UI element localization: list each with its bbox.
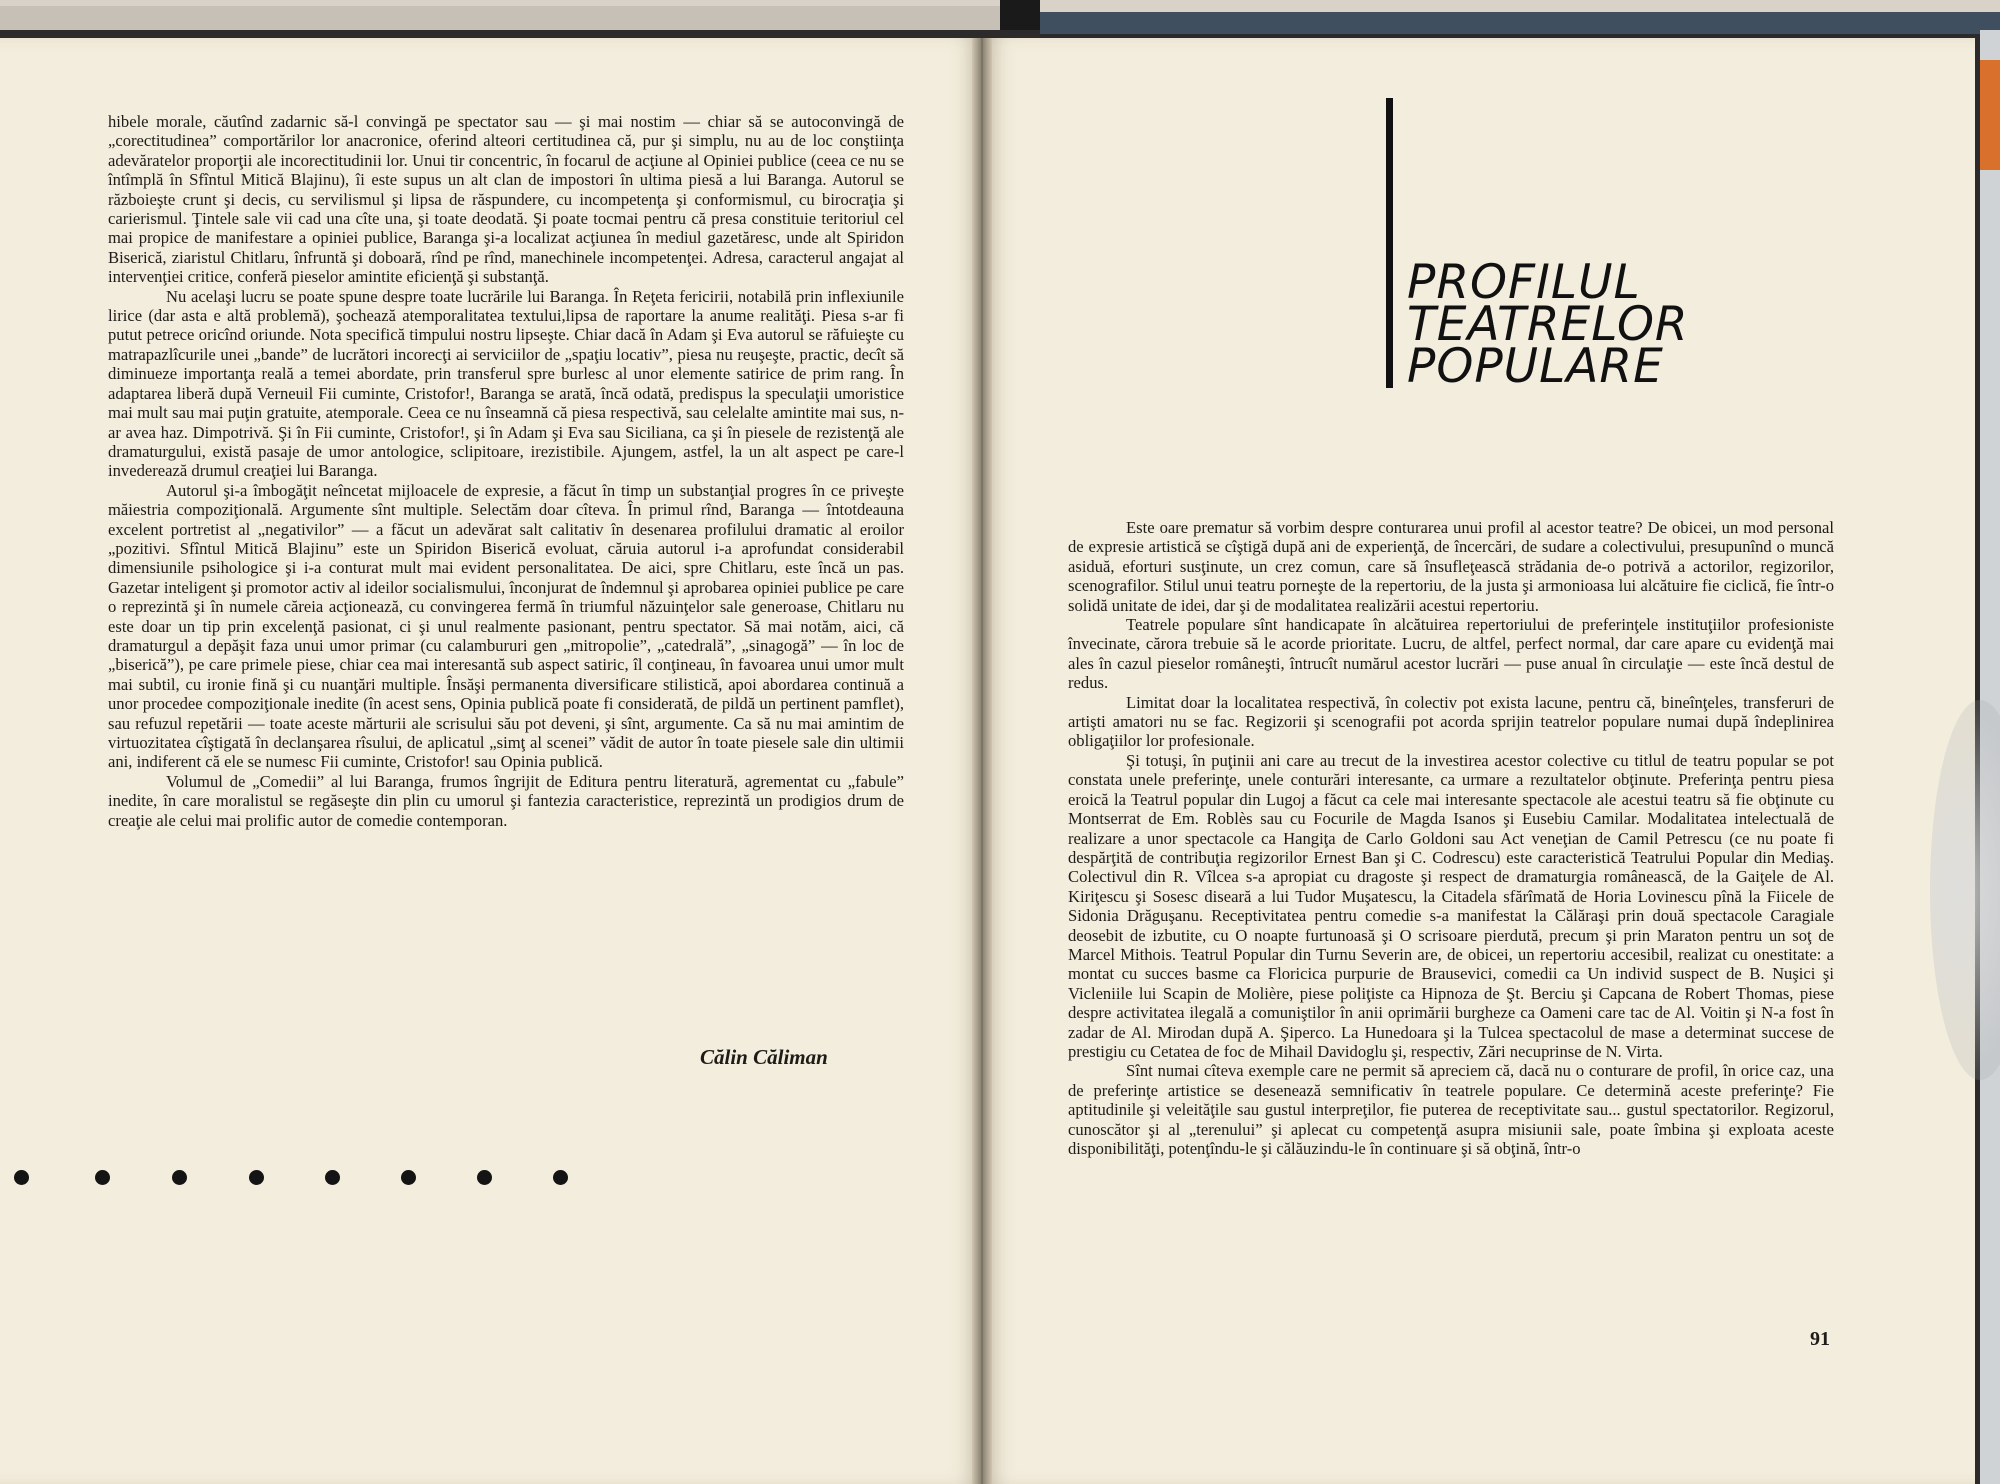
divider-dot [249,1170,264,1185]
heading-line: TEATRELOR [1407,297,1689,352]
book-gutter [972,38,992,1484]
left-text-column [108,112,904,830]
divider-dot [14,1170,29,1185]
heading-line: POPULARE [1407,339,1664,394]
cover-tape [0,6,1000,30]
section-divider-dots [14,1170,574,1190]
paragraph: Este oare prematur să vorbim despre conturarea unui profil al acestor teatre? De obicei, un mod personal de expresie artistică se cîştigă după ani de experienţă, de încercări, de sudare a colectivului, presupunînd o muncă asiduă, eforturi susţinute, un crez comun, care să însufleţească strădania de-o potrivă a actorilor, regizorilor, scenografilor. Stilul unui teatru porneşte de la repertoriu, de la justa şi armonioasa lui alcătuire fie ciclică, fie într-o solidă unitate de idei, dar şi de modalitatea realizării acestui repertoriu. [1068,518,1834,615]
divider-dot [401,1170,416,1185]
cover-cloth [1040,12,2000,34]
divider-dot [172,1170,187,1185]
paragraph: hibele morale, căutînd zadarnic să-l convingă pe spectator sau — şi mai nostim — chiar să se autoconvingă de „corectitudinea” comportărilor lor anacronice, oferind alteori certitudinea că, pur şi simplu, nu au de loc conştiinţa adevăratelor proporţii ale incorectitudinii lor. Unui tir concentric, în focarul de acţiune al Opiniei publice (ceea ce nu se întîmplă în Sfîntul Mitică Blajinu), îi este supus un alt clan de impostori în ultima piesă a lui Baranga. Autorul se războieşte crunt şi decis, cu servilismul şi lipsa de răspundere, cu incompetenţa şi conformismul, cu birocraţia şi carierismul. Ţintele sale vii cad una cîte una, şi toate deodată. Şi poate tocmai pentru că presa constituie teritoriul cel mai propice de manifestare a opiniei publice, Baranga şi-a localizat acţiunea în mediul gazetăresc, unde alt Spiridon Biserică, ziaristul Chitlaru, înfruntă şi doboară, rînd pe rînd, manechinele incompetenţei. Adresa, caracterul angajat al intervenţiei critice, conferă pieselor amintite eficienţă şi substanţă. [108,112,904,287]
paragraph: Limitat doar la localitatea respectivă, în colectiv pot exista lacune, pentru că, bineînţeles, transferuri de artişti amatori nu se fac. Regizorii şi scenografii pot acorda sprijin teatrelor populare numai după îndeplinirea obligaţiilor lor profesionale. [1068,692,1834,751]
article-author: Călin Căliman [700,1045,828,1069]
book-cover-edge [0,0,2000,30]
paragraph: Nu acelaşi lucru se poate spune despre toate lucrările lui Baranga. În Reţeta fericirii, notabilă prin inflexiunile lirice (dar asta e altă problemă), şochează atemporalitatea textului,lipsa de raportare la anume realităţi. Piesa s-ar fi putut petrece oricînd oriunde. Nota specifică timpului nostru lipseşte. Chiar dacă în Adam şi Eva autorul se răfuieşte cu matrapazlîcurile unei „bande” de lucrători incorecţi ai serviciilor de „spaţiu locativ”, piesa nu reuşeşte, practic, decît să diminueze importanţa reală a temei abordate, prin transferul spre burlesc al unor elemente satirice de prim rang. În adaptarea liberă după Verneuil Fii cuminte, Cristofor!, Baranga se arată, încă odată, predispus la speculaţii umoristice mai mult sau mai puţin gratuite, atemporale. Ceea ce nu înseamnă că piesa respectivă, sau celelalte amintite mai sus, n-ar avea haz. Dimpotrivă. Şi în Fii cuminte, Cristofor!, şi în Adam şi Eva sau Siciliana, ca şi în piesele de rezistenţă ale dramaturgului, există pasaje de umor antologice, sclipitoare, irezistibile. Ajungem, astfel, la un alt aspect pe care-l invederează drumul creaţiei lui Baranga. [108,286,904,481]
heading-rule [1386,98,1393,388]
paragraph: Sînt numai cîteva exemple care ne permit să apreciem că, dacă nu o conturare de profil, în orice caz, una de preferinţe artistice se desenează semnificativ în teatrele populare. Ce determină aceste preferinţe? Fie aptitudinile şi veleităţile sau gustul interpreţilor, fie puterea de receptivitate sau... gustul spectatorilor. Regizorul, cunoscător şi al „terenului” şi aplecat cu competenţă asupra misiunii sale, poate îmbina şi exploata aceste disponibilităţi, potenţîndu-le şi călăuzindu-le în continuare şi să obţină, într-o [1068,1061,1834,1158]
heading-line: PROFILUL [1407,255,1641,310]
bookmark-tab [1980,60,2000,170]
paragraph: Şi totuşi, în puţinii ani care au trecut de la investirea acestor colective cu titlul de teatru popular se pot constata unele preferinţe, unele conturări interesante, ca urmare a rezultatelor obţinute. Preferinţa pentru piesa eroică la Teatrul popular din Lugoj a făcut ca cele mai interesante spectacole ale acestui teatru să fie obţinute cu Montserrat de Em. Roblès sau cu Focurile de Magda Isanos şi Eusebiu Camilar. Modalitatea intelectuală de realizare a unor spectacole ca Hangiţa de Carlo Goldoni sau Act veneţian de Camil Petrescu (ce nu poate fi despărţită de contribuţia regizorilor Ernest Ban şi C. Codrescu) este caracteristică Teatrului Popular din Mediaş. Colectivul din R. Vîlcea s-a apropiat cu dragoste şi respect de dramaturgia românească, de la Gaiţele de Al. Kiriţescu şi Sosesc diseară a lui Tudor Muşatescu, la Citadela sfărîmată de Horia Lovinescu pînă la Fiicele de Sidonia Drăguşanu. Receptivitatea pentru comedie s-a manifestat la Călăraşi prin două spectacole Caragiale deosebit de izbutite, cu O noapte furtunoasă şi O scrisoare pierdută, precum şi prin Maraton pentru un soţ de Marcel Mithois. Teatrul Popular din Turnu Severin are, de obicei, un repertoriu accesibil, realizat cu onestitate: a montat cu succes basme ca Floricica purpurie de Brausevici, comedii ca Un individ suspect de B. Nuşici şi Vicleniile lui Scapin de Molière, piese poliţiste ca Hipnoza de Şt. Berciu şi Capcana de Robert Thomas, piese despre activitatea ilegală a comuniştilor în anii oprimării burgheze ca Oameni care tac de Al. Voitin şi N-a fost în zadar de Al. Mirodan după A. Şiperco. La Hunedoara şi la Tulcea spectacolul de mase a determinat succese de prestigiu cu Cetatea de foc de Mihail Davidoglu şi, respectiv, Zări necuprinse de N. Virta. [1068,750,1834,1061]
right-text-column [1068,518,1834,1158]
divider-dot [95,1170,110,1185]
paragraph: Autorul şi-a îmbogăţit neîncetat mijloacele de expresie, a făcut în timp un substanţial progres în ce priveşte măiestria compoziţională. Argumente sînt multiple. Selectăm doar cîteva. În primul rînd, Baranga — întotdeauna excelent portretist al „negativilor” — a făcut un adevărat salt calitativ în desenarea profilului dramatic al eroilor „pozitivi. Sfîntul Mitică Blajinu” este un Spiridon Biserică evoluat, căruia autorul i-a aprofundat considerabil dimensiunile psihologice şi i-a conturat mult mai evident personalitatea. De aici, spre Chitlaru, este încă un pas. Gazetar inteligent şi promotor activ al ideilor socialismului, înconjurat de îndemnul şi aprobarea opiniei publice pe care o reprezintă şi în numele căreia acţionează, cu convingerea fermă în triumful năzuinţelor sale generoase, Chitlaru nu este doar un tip prin excelenţă pasionat, ci şi unul realmente pasionant, pentru spectator. Să mai notăm, aici, că dramaturgul a depăşit faza unui umor primar (cu calambururi gen „mitropolie”, „catedrală”, „sinagogă” — în loc de „biserică”), pe care primele piese, chiar cea mai interesantă sub aspect satiric, îl conţineau, în favoarea unui umor mult mai subtil, cu ironie fină şi cu nuanţări multiple. Însăşi permanenta diversificare stilistică, apoi abordarea continuă a unor procedee compoziţionale inedite (în acest sens, Opinia publică poate fi considerată, de pildă un pertinent pamflet), sau refuzul repetării — toate aceste mărturii ale scrisului său pot deveni, şi sînt, argumente. Ca să nu mai amintim de virtuozitatea cîştigată în declanşarea rîsului, de aplicatul „simţ al scenei” vădit de autor în toate piesele sale din ultimii ani, indiferent că ele se numesc Fii cuminte, Cristofor! sau Opinia publică. [108,480,904,772]
divider-dot [325,1170,340,1185]
divider-dot [553,1170,568,1185]
book-spine [1000,0,1040,30]
article-heading [1407,255,1689,394]
paragraph: Teatrele populare sînt handicapate în alcătuirea repertoriului de preferinţele instituţiilor profesioniste învecinate, cărora trebuie să le acorde prioritate. Lucru, de altfel, perfect normal, dar care apare cu evidenţă mai ales în cazul pieselor româneşti, întrucît numărul acestor lucrări — puse anual în circulaţie — este încă destul de redus. [1068,615,1834,693]
page-number: 91 [1810,1328,1830,1350]
divider-dot [477,1170,492,1185]
paragraph: Volumul de „Comedii” al lui Baranga, frumos îngrijit de Editura pentru literatură, agrementat cu „fabule” inedite, în care moralistul se regăseşte din plin cu umorul şi fantezia caracteristice, reprezintă un prodigios drum de creaţie ale celui mai prolific autor de comedie contemporan. [108,771,904,830]
